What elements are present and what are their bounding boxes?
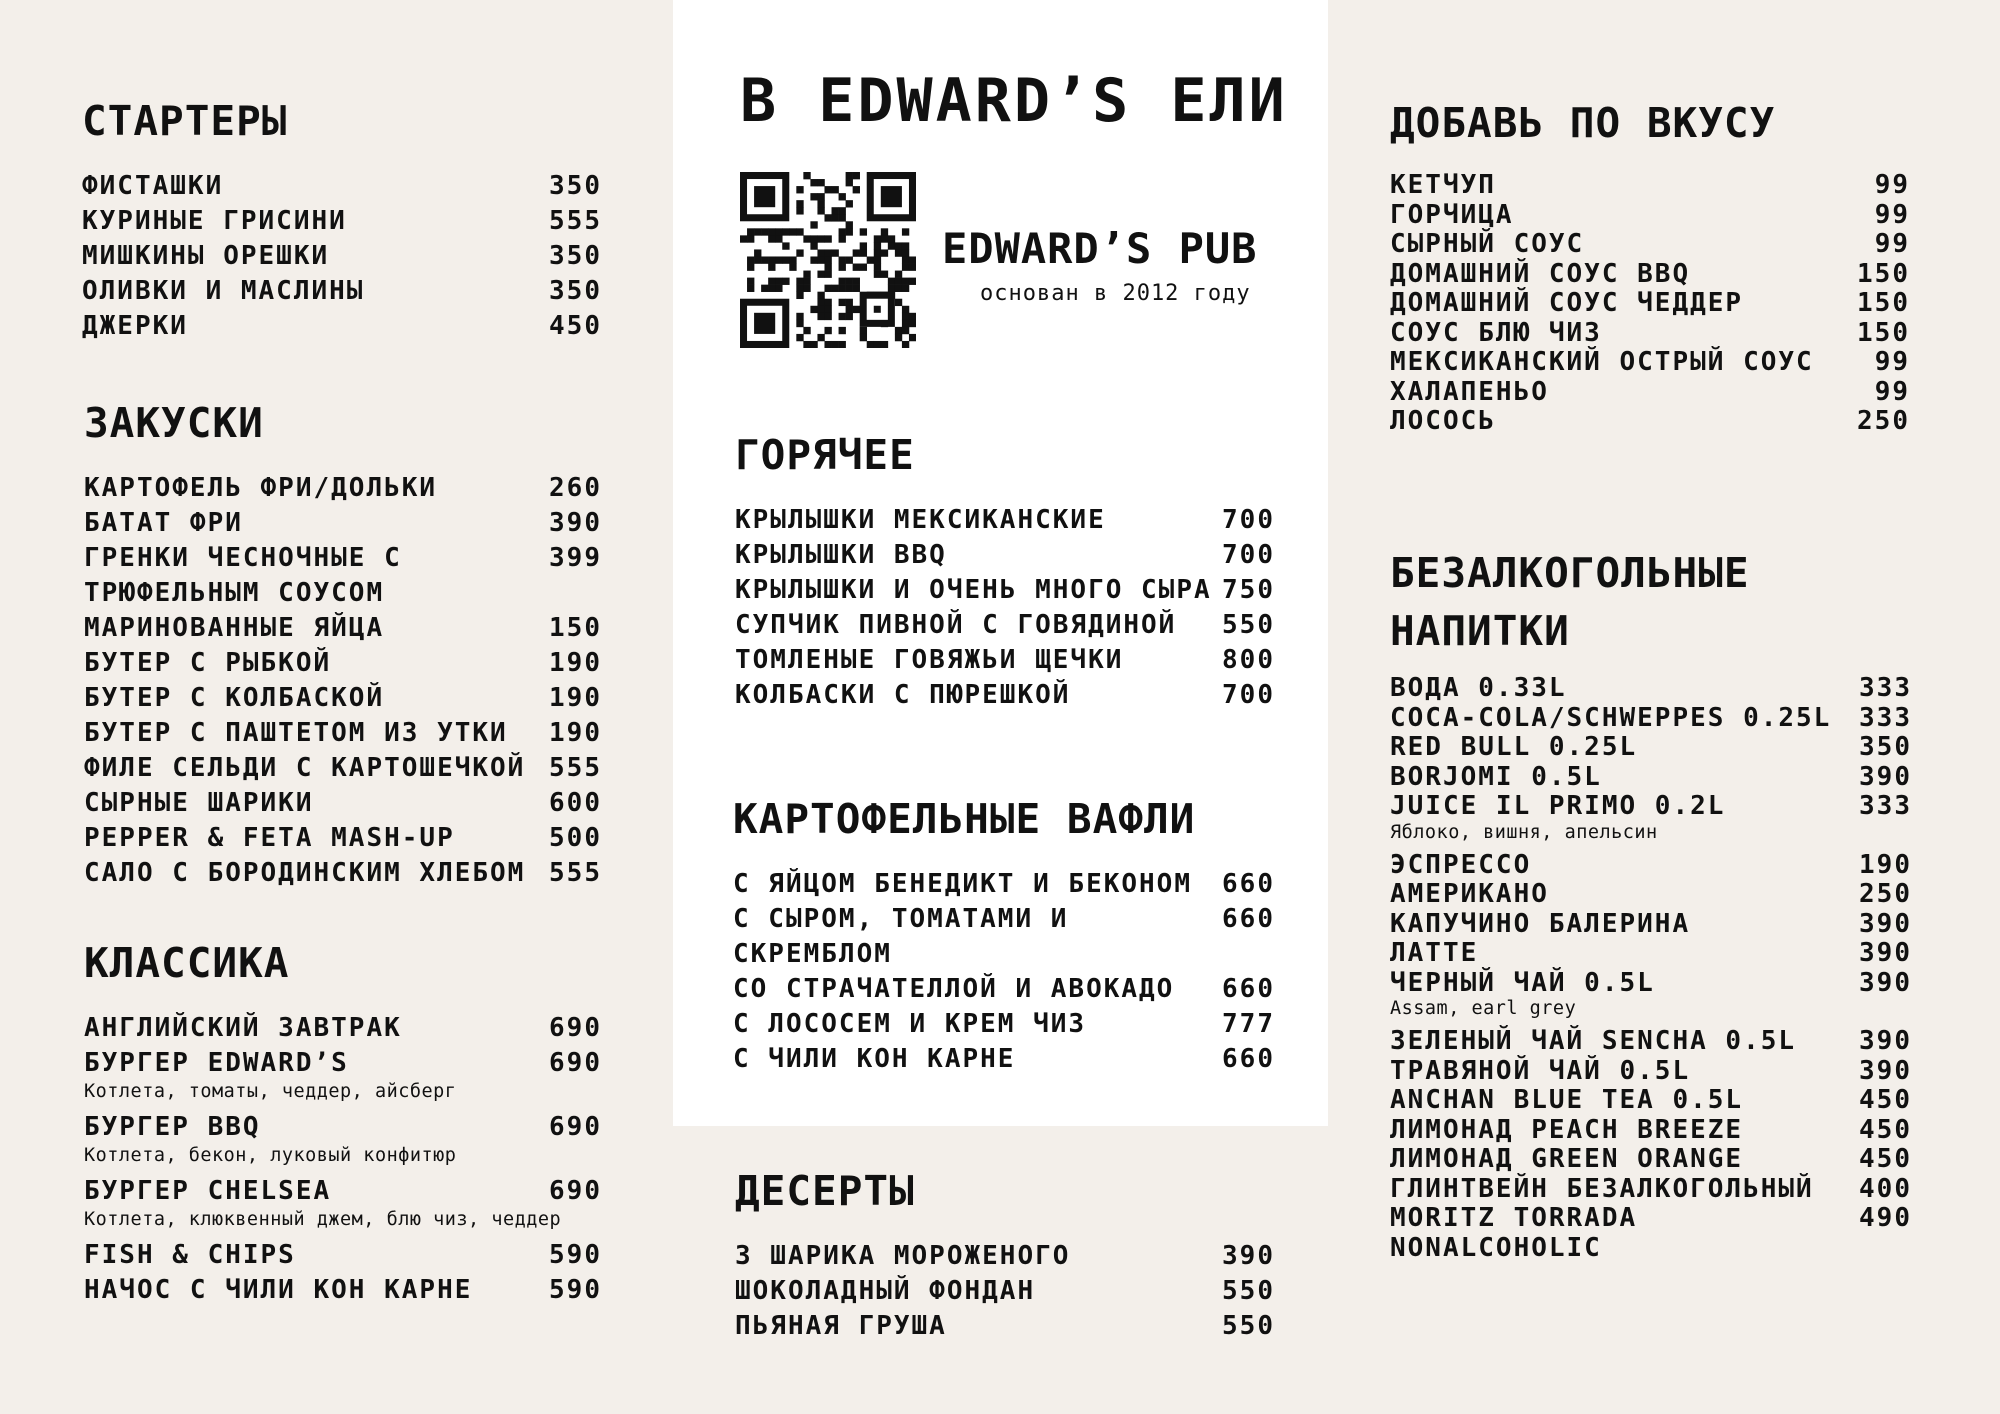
menu-item-price: 450 <box>1859 1144 1912 1174</box>
section-title: ДОБАВЬ ПО ВКУСУ <box>1390 99 1776 147</box>
menu-item-name: ГОРЧИЦА <box>1390 199 1514 230</box>
section-drinks <box>1390 544 1912 1263</box>
menu-item-name: КУРИНЫЕ ГРИСИНИ <box>82 206 347 237</box>
menu-item <box>1390 792 1912 822</box>
menu-item-price: 660 <box>1222 904 1275 935</box>
menu-item-name: ЭСПРЕССО <box>1390 849 1532 880</box>
menu-item-name: МИШКИНЫ ОРЕШКИ <box>82 241 330 272</box>
menu-item-price: 150 <box>1857 288 1910 319</box>
menu-item-price: 660 <box>1222 1044 1275 1075</box>
menu-item <box>735 1239 1275 1274</box>
menu-item-name: НАЧОС С ЧИЛИ КОН КАРНЕ <box>84 1275 473 1306</box>
menu-item-name: ЧЕРНЫЙ ЧАЙ 0.5L <box>1390 967 1655 998</box>
menu-item-price: 450 <box>549 311 602 342</box>
menu-item-name: ЛИМОНАД PEACH BREEZE <box>1390 1114 1744 1145</box>
menu-item <box>1390 260 1910 290</box>
menu-item <box>84 786 602 821</box>
menu-item-name: АМЕРИКАНО <box>1390 879 1549 909</box>
menu-item <box>735 538 1275 573</box>
section-title: ДЕСЕРТЫ <box>735 1167 915 1215</box>
menu-item-price: 550 <box>1222 1311 1275 1342</box>
menu-item-name: ЛАТТЕ <box>1390 938 1479 968</box>
menu-item-price: 450 <box>1859 1114 1912 1145</box>
menu-item-price: 250 <box>1857 406 1910 437</box>
section-starters <box>82 98 602 344</box>
menu-item-name: КОЛБАСКИ С ПЮРЕШКОЙ <box>735 680 1071 711</box>
menu-item-name: САЛО С БОРОДИНСКИМ ХЛЕБОМ <box>84 858 526 889</box>
section-title-line2: НАПИТКИ <box>1390 607 1570 655</box>
menu-item-name: ДОМАШНИЙ СОУС ЧЕДДЕР <box>1390 288 1744 319</box>
menu-item-description: Яблоко, вишня, апельсин <box>1390 821 1658 843</box>
menu-item-price: 333 <box>1859 791 1912 821</box>
menu-item-name: ВОДА 0.33L <box>1390 673 1567 703</box>
menu-item-price: 590 <box>549 1240 602 1271</box>
menu-item <box>733 972 1275 1007</box>
menu-item-price: 99 <box>1874 199 1910 230</box>
section-waffles <box>733 796 1275 1077</box>
menu-item <box>84 1011 602 1046</box>
menu-item <box>735 1274 1275 1309</box>
menu-item-name: КАРТОФЕЛЬ ФРИ/ДОЛЬКИ <box>84 473 438 504</box>
menu-item <box>735 678 1275 713</box>
menu-item-name: С СЫРОМ, ТОМАТАМИ И СКРЕМБЛОМ <box>733 904 1069 970</box>
menu-item <box>1390 674 1912 704</box>
qr-code[interactable] <box>740 172 916 348</box>
menu-item-price: 750 <box>1222 575 1275 606</box>
menu-item-price: 190 <box>549 683 602 714</box>
menu-item-name: СУПЧИК ПИВНОЙ С ГОВЯДИНОЙ <box>735 610 1177 641</box>
menu-item <box>84 1174 602 1209</box>
menu-item-price: 800 <box>1222 645 1275 676</box>
menu-item <box>1390 733 1912 763</box>
menu-item <box>84 471 602 506</box>
menu-item <box>1390 1057 1912 1087</box>
menu-item-name: ПЬЯНАЯ ГРУША <box>735 1311 947 1342</box>
menu-item-name: ГРЕНКИ ЧЕСНОЧНЫЕ С <box>84 543 402 574</box>
menu-item-price: 555 <box>549 206 602 237</box>
menu-item <box>1390 1116 1912 1146</box>
menu-item-name: КАПУЧИНО БАЛЕРИНА <box>1390 908 1691 939</box>
section-desserts <box>735 1168 1275 1344</box>
menu-item <box>1390 378 1910 408</box>
menu-item <box>1390 1086 1912 1116</box>
menu-item <box>84 506 602 541</box>
menu-item <box>1390 851 1912 881</box>
menu-item-price: 700 <box>1222 540 1275 571</box>
menu-item <box>82 204 602 239</box>
menu-item-name: СО СТРАЧАТЕЛЛОЙ И АВОКАДО <box>733 974 1175 1005</box>
menu-item-name: ФИСТАШКИ <box>82 171 224 202</box>
menu-item-price: 99 <box>1874 376 1910 407</box>
section-extras <box>1390 100 1910 437</box>
menu-item-name: 3 ШАРИКА МОРОЖЕНОГО <box>735 1241 1071 1272</box>
menu-item-price: 550 <box>1222 610 1275 641</box>
menu-item-name: С ЯЙЦОМ БЕНЕДИКТ И БЕКОНОМ <box>733 869 1192 900</box>
menu-item-name: FISH & CHIPS <box>84 1240 296 1271</box>
menu-item-name: МАРИНОВАННЫЕ ЯЙЦА <box>84 613 385 644</box>
menu-item-name: МЕКСИКАНСКИЙ ОСТРЫЙ СОУС <box>1390 347 1814 378</box>
menu-item-name: RED BULL 0.25L <box>1390 732 1638 762</box>
menu-item-price: 333 <box>1859 673 1912 703</box>
menu-item-price: 555 <box>549 753 602 784</box>
menu-item-name: ТРАВЯНОЙ ЧАЙ 0.5L <box>1390 1055 1691 1086</box>
menu-item <box>84 1046 602 1081</box>
menu-item <box>1390 910 1912 940</box>
menu-item-price: 99 <box>1874 229 1910 260</box>
menu-item-price: 350 <box>549 171 602 202</box>
menu-item-price: 333 <box>1859 702 1912 733</box>
menu-item <box>1390 171 1910 201</box>
menu-item-price: 660 <box>1222 869 1275 900</box>
menu-item-price: 390 <box>1859 1026 1912 1056</box>
menu-item <box>84 576 602 611</box>
menu-item <box>735 573 1275 608</box>
section-title-line1: БЕЗАЛКОГОЛЬНЫЕ <box>1390 549 1750 597</box>
menu-item-name: КРЫЛЫШКИ МЕКСИКАНСКИЕ <box>735 505 1106 536</box>
menu-item <box>1390 319 1910 349</box>
menu-item <box>84 1273 602 1308</box>
menu-item-price: 600 <box>549 788 602 819</box>
menu-item <box>1390 230 1910 260</box>
menu-item-price: 500 <box>549 823 602 854</box>
section-snacks <box>84 400 602 891</box>
menu-item <box>84 1110 602 1145</box>
menu-item-price: 150 <box>549 613 602 644</box>
menu-item <box>84 646 602 681</box>
menu-item-name: С ЧИЛИ КОН КАРНЕ <box>733 1044 1016 1075</box>
menu-item <box>84 1238 602 1273</box>
menu-item-price: 190 <box>549 718 602 749</box>
menu-item <box>1390 969 1912 999</box>
menu-item-price: 690 <box>549 1112 602 1143</box>
menu-item-price: 350 <box>1859 732 1912 762</box>
menu-item-price: 390 <box>1859 938 1912 968</box>
menu-item-price: 150 <box>1857 317 1910 348</box>
section-title: КЛАССИКА <box>84 939 290 987</box>
menu-item <box>82 239 602 274</box>
menu-item <box>84 541 602 576</box>
menu-item-price: 690 <box>549 1176 602 1207</box>
menu-item <box>1390 763 1912 793</box>
section-title: ГОРЯЧЕЕ <box>735 431 915 479</box>
menu-item <box>84 681 602 716</box>
menu-item-price: 390 <box>1222 1241 1275 1272</box>
menu-item <box>1390 704 1912 734</box>
menu-item-name: БУТЕР С ПАШТЕТОМ ИЗ УТКИ <box>84 718 508 749</box>
menu-item-price: 700 <box>1222 505 1275 536</box>
menu-item-price: 590 <box>549 1275 602 1306</box>
menu-item-price: 550 <box>1222 1276 1275 1307</box>
section-title: КАРТОФЕЛЬНЫЕ ВАФЛИ <box>733 795 1196 843</box>
menu-item-price: 150 <box>1857 258 1910 289</box>
brand-name: EDWARD’S PUB <box>942 224 1258 273</box>
menu-item-name: КРЫЛЫШКИ И ОЧЕНЬ МНОГО СЫРА <box>735 575 1212 606</box>
menu-item-name: КЕТЧУП <box>1390 170 1496 201</box>
menu-item-name: СЫРНЫЕ ШАРИКИ <box>84 788 314 819</box>
menu-item <box>82 169 602 204</box>
menu-item-name: ДЖЕРКИ <box>82 311 188 342</box>
menu-item <box>733 1042 1275 1077</box>
menu-item-name: ДОМАШНИЙ СОУС BBQ <box>1390 258 1691 289</box>
menu-item-description: Котлета, томаты, чеддер, айсберг <box>84 1081 457 1103</box>
menu-item <box>1390 407 1910 437</box>
menu-item-name: JUICE IL PRIMO 0.2L <box>1390 791 1726 821</box>
menu-item-name: БУРГЕР CHELSEA <box>84 1176 332 1207</box>
menu-item-name: COCA-COLA/SCHWEPPES 0.25L <box>1390 702 1832 733</box>
menu-item-name: ANCHAN BLUE TEA 0.5L <box>1390 1085 1744 1115</box>
section-title: СТАРТЕРЫ <box>82 97 288 145</box>
menu-item-price: 450 <box>1859 1085 1912 1115</box>
menu-item-name: ЛИМОНАД GREEN ORANGE <box>1390 1144 1744 1174</box>
menu-item <box>733 867 1275 902</box>
menu-item-price: 390 <box>1859 908 1912 939</box>
menu-item <box>84 856 602 891</box>
section-title: ЗАКУСКИ <box>84 399 264 447</box>
menu-item-name: ШОКОЛАДНЫЙ ФОНДАН <box>735 1276 1036 1307</box>
menu-item-name: ОЛИВКИ И МАСЛИНЫ <box>82 276 365 307</box>
menu-item <box>1390 1204 1912 1263</box>
menu-item-name: ФИЛЕ СЕЛЬДИ С КАРТОШЕЧКОЙ <box>84 753 526 784</box>
menu-item <box>84 611 602 646</box>
menu-item-price: 390 <box>1859 1055 1912 1086</box>
menu-item-name: БАТАТ ФРИ <box>84 508 243 539</box>
menu-title: В EDWARD’S ЕЛИ <box>740 66 1288 136</box>
menu-item-name: КРЫЛЫШКИ BBQ <box>735 540 947 571</box>
menu-item-description: Котлета, бекон, луковый конфитюр <box>84 1145 457 1167</box>
menu-item-price: 555 <box>549 858 602 889</box>
menu-item-description: Котлета, клюквенный джем, блю чиз, чеддер <box>84 1209 562 1231</box>
menu-item <box>1390 1175 1912 1205</box>
section-title <box>1390 544 1912 660</box>
menu-item-price: 260 <box>549 473 602 504</box>
menu-item <box>735 608 1275 643</box>
menu-item-price: 350 <box>549 241 602 272</box>
menu-item-name: С ЛОСОСЕМ И КРЕМ ЧИЗ <box>733 1009 1087 1040</box>
menu-item-name: СЫРНЫЙ СОУС <box>1390 229 1585 260</box>
menu-item-name: БУРГЕР BBQ <box>84 1112 261 1143</box>
menu-item <box>82 274 602 309</box>
menu-item-price: 390 <box>1859 967 1912 998</box>
menu-item-price: 350 <box>549 276 602 307</box>
menu-item-name: BORJOMI 0.5L <box>1390 761 1602 792</box>
menu-item-price: 390 <box>549 508 602 539</box>
menu-item-price: 400 <box>1859 1173 1912 1204</box>
menu-item-name: ГЛИНТВЕЙН БЕЗАЛКОГОЛЬНЫЙ <box>1390 1173 1814 1204</box>
menu-item-name: MORITZ TORRADA NONALCOHOLIC <box>1390 1203 1638 1263</box>
menu-item-price: 660 <box>1222 974 1275 1005</box>
menu-item-price: 99 <box>1874 170 1910 201</box>
menu-item <box>84 751 602 786</box>
menu-item-name: ТОМЛЕНЫЕ ГОВЯЖЬИ ЩЕЧКИ <box>735 645 1124 676</box>
menu-item <box>733 1007 1275 1042</box>
menu-item-price: 690 <box>549 1048 602 1079</box>
menu-item <box>1390 348 1910 378</box>
menu-item-name: ЗЕЛЕНЫЙ ЧАЙ SENCHA 0.5L <box>1390 1026 1797 1056</box>
menu-item-name: СОУС БЛЮ ЧИЗ <box>1390 317 1602 348</box>
menu-item <box>733 902 1275 972</box>
menu-item-name: ЛОСОСЬ <box>1390 406 1496 437</box>
brand-founded: основан в 2012 году <box>980 281 1251 306</box>
menu-item-name: ТРЮФЕЛЬНЫМ СОУСОМ <box>84 578 385 609</box>
menu-item-price: 390 <box>1859 761 1912 792</box>
section-classics <box>84 940 602 1308</box>
menu-item-name: БУРГЕР EDWARD’S <box>84 1048 349 1079</box>
menu-item-name: PEPPER & FETA MASH-UP <box>84 823 455 854</box>
menu-item-name: ХАЛАПЕНЬО <box>1390 376 1549 407</box>
menu-item <box>1390 880 1912 910</box>
menu-item-price: 700 <box>1222 680 1275 711</box>
menu-item <box>84 716 602 751</box>
menu-item <box>1390 1145 1912 1175</box>
menu-item <box>82 309 602 344</box>
menu-item-price: 190 <box>1859 849 1912 880</box>
menu-item-price: 250 <box>1859 879 1912 909</box>
menu-item-price: 99 <box>1874 347 1910 378</box>
menu-item-name: БУТЕР С КОЛБАСКОЙ <box>84 683 385 714</box>
menu-item-price: 490 <box>1859 1203 1912 1233</box>
menu-item-price: 399 <box>549 543 602 574</box>
menu-item <box>735 1309 1275 1344</box>
menu-item <box>1390 939 1912 969</box>
menu-item <box>84 821 602 856</box>
menu-item-price: 777 <box>1222 1009 1275 1040</box>
menu-item <box>1390 201 1910 231</box>
menu-item <box>735 643 1275 678</box>
menu-item-name: БУТЕР С РЫБКОЙ <box>84 648 332 679</box>
menu-item <box>735 503 1275 538</box>
menu-item-description: Assam, earl grey <box>1390 998 1577 1019</box>
menu-item-name: АНГЛИЙСКИЙ ЗАВТРАК <box>84 1013 402 1044</box>
menu-item-price: 690 <box>549 1013 602 1044</box>
menu-item <box>1390 289 1910 319</box>
section-hot <box>735 432 1275 713</box>
menu-item <box>1390 1027 1912 1057</box>
menu-item-price: 190 <box>549 648 602 679</box>
